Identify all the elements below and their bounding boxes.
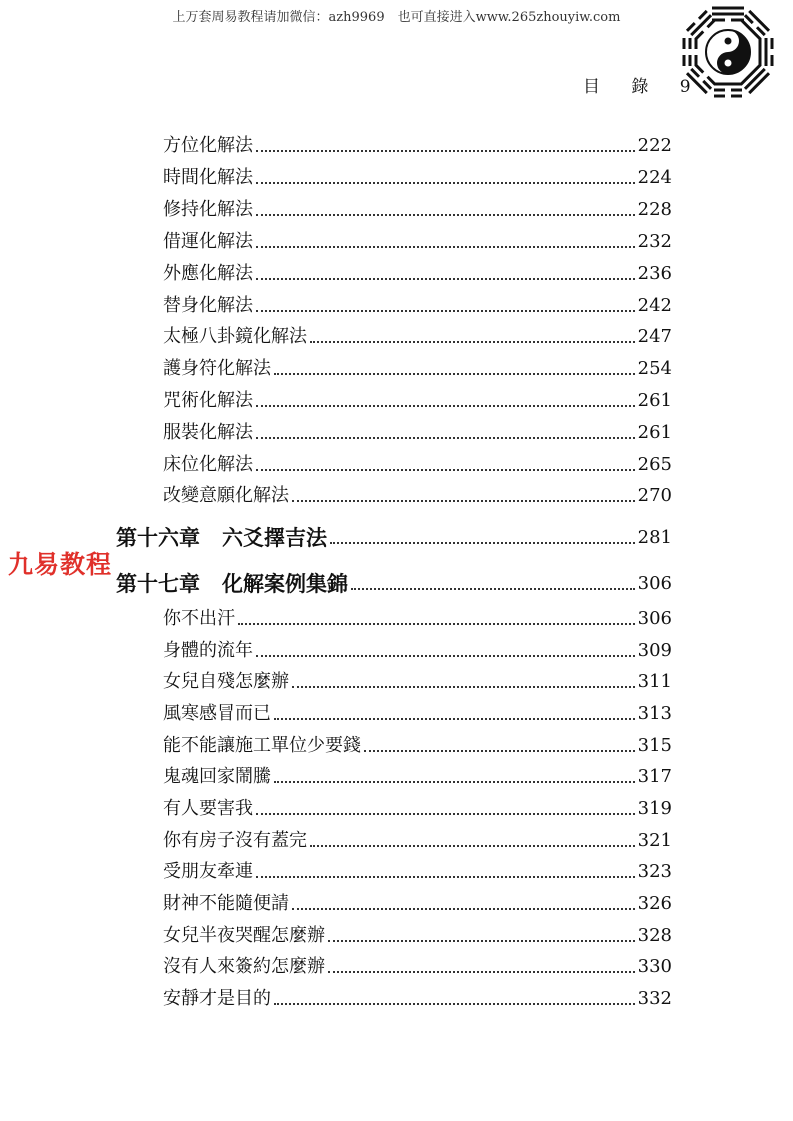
toc-entry-page: 228: [637, 199, 672, 220]
leader-dots: [310, 341, 635, 343]
toc-entry-page: 321: [637, 830, 672, 851]
leader-dots: [364, 750, 635, 752]
toc-entry-title: 時間化解法: [163, 167, 253, 188]
leader-dots: [292, 686, 635, 688]
leader-dots: [256, 876, 635, 878]
leader-dots: [310, 845, 635, 847]
toc-entry-title: 女兒自殘怎麼辦: [163, 671, 289, 692]
toc-entry-title: 受朋友牽連: [163, 861, 253, 882]
leader-dots: [256, 278, 635, 280]
leader-dots: [274, 781, 635, 783]
toc-entry-page: 224: [637, 167, 672, 188]
leader-dots: [256, 405, 635, 407]
leader-dots: [274, 1003, 635, 1005]
toc-entry-title: 修持化解法: [163, 199, 253, 220]
toc-entry[interactable]: [163, 606, 672, 632]
toc-entry[interactable]: [163, 828, 672, 854]
toc-entry-title: 床位化解法: [163, 454, 253, 475]
toc-entry-page: 319: [637, 798, 672, 819]
toc-entry[interactable]: [163, 923, 672, 949]
leader-dots: [292, 908, 635, 910]
toc-entry-page: 247: [637, 326, 672, 347]
toc-entry-page: 232: [637, 231, 672, 252]
chapter-number: 第十六章: [116, 525, 200, 550]
toc-entry-page: 254: [637, 358, 672, 379]
toc-entry-title: 改變意願化解法: [163, 485, 289, 506]
toc-entry-title: 你有房子沒有蓋完: [163, 830, 307, 851]
toc-entry-title: 有人要害我: [163, 798, 253, 819]
toc-entry[interactable]: [163, 452, 672, 478]
leader-dots: [256, 655, 635, 657]
toc-entry-title: 風寒感冒而已: [163, 703, 271, 724]
chapter-title: 化解案例集錦: [222, 571, 348, 596]
toc-entry[interactable]: [163, 229, 672, 255]
toc-entry-page: 313: [637, 703, 672, 724]
leader-dots: [238, 623, 635, 625]
toc-entry-title: 你不出汗: [163, 608, 235, 629]
watermark-text: 九易教程: [8, 550, 113, 579]
toc-entry[interactable]: [163, 764, 672, 790]
toc-entry-page: 309: [637, 640, 672, 661]
toc-entry-title: 鬼魂回家鬧騰: [163, 766, 271, 787]
toc-entry-title: 女兒半夜哭醒怎麼辦: [163, 925, 325, 946]
toc-entry[interactable]: [163, 891, 672, 917]
toc-entry[interactable]: [163, 669, 672, 695]
toc-entry-page: 261: [637, 422, 672, 443]
toc-entry-page: 323: [637, 861, 672, 882]
toc-entry[interactable]: [163, 796, 672, 822]
toc-entry[interactable]: [163, 293, 672, 319]
toc-entry[interactable]: [163, 261, 672, 287]
leader-dots: [256, 437, 635, 439]
leader-dots: [328, 940, 635, 942]
toc-entry[interactable]: [163, 859, 672, 885]
toc-entry-page: 328: [637, 925, 672, 946]
toc-entry-title: 替身化解法: [163, 295, 253, 316]
toc-entry-page: 332: [637, 988, 672, 1009]
toc-entry[interactable]: [163, 388, 672, 414]
chapter-number: 第十七章: [116, 571, 200, 596]
toc-entry-page: 270: [637, 485, 672, 506]
toc-entry[interactable]: [163, 483, 672, 509]
leader-dots: [256, 150, 635, 152]
toc-entry[interactable]: [163, 733, 672, 759]
leader-dots: [351, 588, 635, 590]
leader-dots: [256, 246, 635, 248]
toc-entry[interactable]: [163, 701, 672, 727]
toc-entry-page: 326: [637, 893, 672, 914]
leader-dots: [328, 971, 635, 973]
bagua-taiji-icon: [668, 0, 788, 110]
toc-entry[interactable]: [163, 954, 672, 980]
running-head: 目 錄 9: [583, 77, 704, 97]
chapter-page: 306: [637, 573, 672, 594]
leader-dots: [274, 718, 635, 720]
toc-entry-title: 沒有人來簽約怎麼辦: [163, 956, 325, 977]
toc-entry-page: 242: [637, 295, 672, 316]
toc-entry-page: 265: [637, 454, 672, 475]
toc-entry-title: 借運化解法: [163, 231, 253, 252]
toc-entry-title: 安靜才是目的: [163, 988, 271, 1009]
toc-entry-title: 能不能讓施工單位少要錢: [163, 735, 361, 756]
toc-entry-title: 護身符化解法: [163, 358, 271, 379]
toc-entry-title: 外應化解法: [163, 263, 253, 284]
toc-entry-page: 236: [637, 263, 672, 284]
toc-entry-title: 咒術化解法: [163, 390, 253, 411]
toc-entry-title: 太極八卦鏡化解法: [163, 326, 307, 347]
toc-entry-page: 261: [637, 390, 672, 411]
leader-dots: [256, 813, 635, 815]
toc-entry-title: 方位化解法: [163, 135, 253, 156]
chapter-page: 281: [637, 527, 672, 548]
toc-entry[interactable]: [163, 356, 672, 382]
leader-dots: [256, 310, 635, 312]
leader-dots: [274, 373, 635, 375]
leader-dots: [256, 469, 635, 471]
toc-entry[interactable]: [163, 165, 672, 191]
leader-dots: [330, 542, 635, 544]
leader-dots: [292, 500, 635, 502]
toc-entry-page: 222: [637, 135, 672, 156]
toc-entry-title: 身體的流年: [163, 640, 253, 661]
toc-chapter-17[interactable]: [116, 571, 672, 597]
toc-entry[interactable]: [163, 638, 672, 664]
toc-chapter-16[interactable]: [116, 525, 672, 551]
toc-entry[interactable]: [163, 133, 672, 159]
toc-entry-page: 311: [637, 671, 672, 692]
leader-dots: [256, 214, 635, 216]
chapter-title: 六爻擇吉法: [222, 525, 327, 550]
toc-entry-title: 財神不能隨便請: [163, 893, 289, 914]
toc-entry[interactable]: [163, 197, 672, 223]
toc-entry-page: 315: [637, 735, 672, 756]
toc-entry[interactable]: [163, 986, 672, 1012]
toc-entry[interactable]: [163, 420, 672, 446]
toc-entry-title: 服裝化解法: [163, 422, 253, 443]
toc-entry-page: 306: [637, 608, 672, 629]
leader-dots: [256, 182, 635, 184]
toc-entry-page: 330: [637, 956, 672, 977]
top-notice: 上万套周易教程请加微信：azh9969 也可直接进入www.265zhouyiw.com: [172, 10, 621, 25]
toc-entry[interactable]: [163, 324, 672, 350]
toc-entry-page: 317: [637, 766, 672, 787]
